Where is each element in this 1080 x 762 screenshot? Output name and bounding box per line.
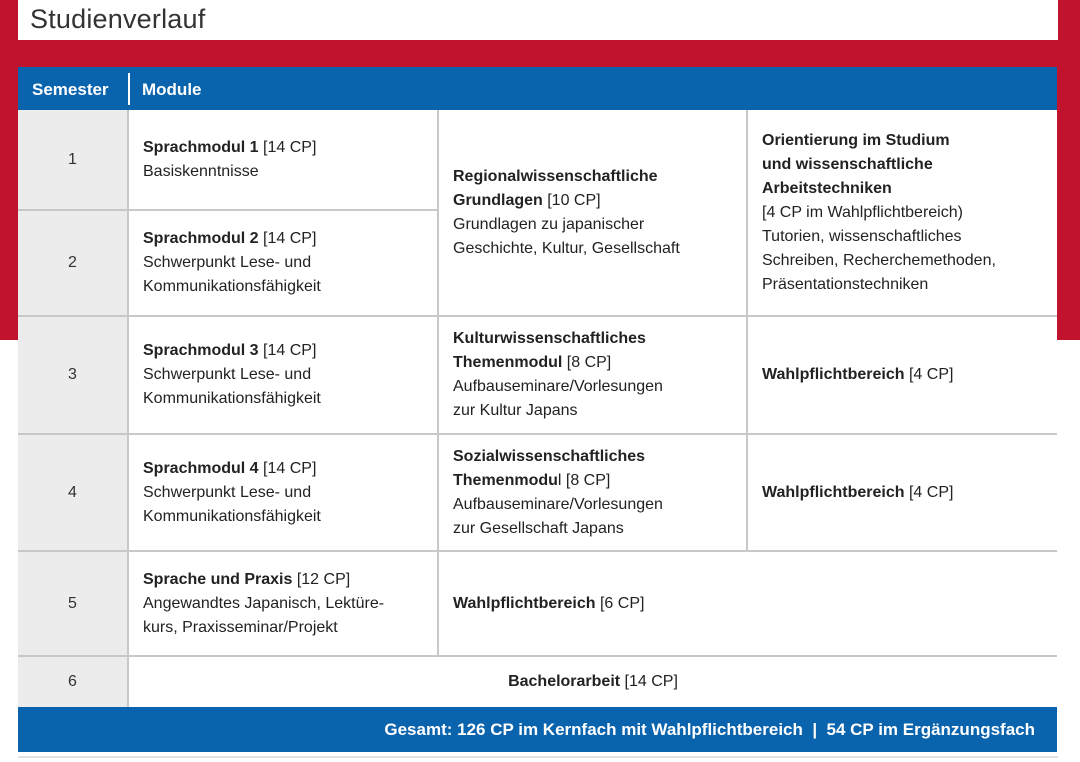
module-title: Sprache und Praxis [143,570,293,588]
module-title: Arbeitstechniken [762,179,892,197]
module-desc: Aufbauseminare/Vorlesungen [453,495,663,513]
module-title: Kulturwissenschaftliches [453,330,646,347]
footer-total: Gesamt: 126 CP im Kernfach mit Wahlpflichtbereich | 54 CP im Ergänzungsfach [384,720,1035,739]
module-desc: Kommunikationsfähigkeit [143,507,321,525]
module-desc: Geschichte, Kultur, Gesellschaft [453,239,680,257]
grid-line [18,209,439,211]
header-semester: Semester [32,80,109,99]
grid-line [18,655,1057,657]
page-title: Studienverlauf [30,4,206,34]
module-sprachmodul-2 [129,211,437,315]
module-desc: Tutorien, wissenschaftliches [762,227,962,245]
module-wahlpflichtbereich-3 [748,317,1057,433]
header-modules: Module [142,80,202,99]
module-desc: Schwerpunkt Lese- und [143,366,312,383]
semester-cell-6: 6 [18,657,127,707]
module-sprachmodul-3 [129,317,437,433]
module-cp: [8 CP] [562,354,612,371]
module-cp: [4 CP] [904,483,954,501]
module-cp: [14 CP] [258,138,317,156]
module-sprachmodul-4 [129,435,437,550]
module-title: Sprachmodul 4 [143,459,259,477]
module-sprachmodul-1 [129,110,437,209]
module-sprache-und-praxis [129,552,437,655]
module-title: Sprachmodul 2 [143,230,259,247]
header-divider [128,73,130,105]
module-desc: Kommunikationsfähigkeit [143,278,321,295]
semester-cell-3: 3 [18,317,127,433]
module-cp: [10 CP] [542,191,601,209]
module-cp: [12 CP] [292,570,351,588]
module-title: Grundlagen [453,191,543,209]
module-desc: Kommunikationsfähigkeit [143,390,321,407]
module-orientierung [748,110,1057,315]
module-title: Sprachmodul 1 [143,138,259,156]
module-desc: zur Kultur Japans [453,402,578,419]
module-title: Wahlpflichtbereich [762,366,905,383]
module-title: Orientierung im Studium [762,131,950,149]
module-desc: Angewandtes Japanisch, Lektüre- [143,594,385,612]
module-cp: [6 CP] [595,594,645,612]
module-wahlpflichtbereich-4 [748,435,1057,550]
semester-cell-5: 5 [18,552,127,655]
module-title: und wissenschaftliche [762,155,933,173]
table-footer [18,707,1057,752]
grid-line [18,315,1057,317]
module-cp: [14 CP] [620,673,678,690]
module-title: Sozialwissenschaftliches [453,447,646,465]
grid-line [437,110,439,655]
module-desc: zur Gesellschaft Japans [453,519,624,537]
module-desc: Präsentationstechniken [762,275,929,293]
module-desc: Schwerpunkt Lese- und [143,254,312,271]
module-cp: [14 CP] [258,459,317,477]
semester-cell-4: 4 [18,435,127,550]
module-desc: kurs, Praxisseminar/Projekt [143,618,338,636]
module-desc: Schreiben, Recherchemethoden, [762,251,996,269]
module-title: Wahlpflichtbereich [453,594,596,612]
module-kulturwissenschaftliches-themenmodul [439,317,746,433]
module-regionalwissenschaftliche-grundlagen [439,110,746,315]
grid-line [746,110,748,550]
module-title: Wahlpflichtbereich [762,483,905,501]
module-cp: [14 CP] [258,342,317,359]
semester-cell-2: 2 [18,211,127,315]
module-desc: Schwerpunkt Lese- und [143,483,312,501]
table-body [18,110,1057,707]
module-cp: l [8 CP] [557,471,611,489]
bottom-divider [18,756,1058,758]
module-title: Regionalwissenschaftliche [453,167,658,185]
grid-line [18,433,1057,435]
grid-line [127,110,129,707]
grid-line [18,550,1057,552]
table-header [18,67,1057,110]
module-sozialwissenschaftliches-themenmodul [439,435,746,550]
title-bar [18,0,1058,40]
study-plan-table [18,67,1057,752]
module-desc: Grundlagen zu japanischer [453,215,645,233]
module-title: Sprachmodul 3 [143,342,259,359]
module-bachelorarbeit [129,657,1057,707]
module-desc: Basiskenntnisse [143,162,259,180]
semester-cell-1: 1 [18,110,127,209]
module-cp: [14 CP] [258,230,317,247]
module-title: Themenmodu [453,471,558,489]
module-cp: [4 CP im Wahlpflichtbereich) [762,203,963,221]
module-cp: [4 CP] [904,366,954,383]
module-title: Bachelorarbeit [508,673,621,690]
module-title: Themenmodul [453,354,563,371]
module-desc: Aufbauseminare/Vorlesungen [453,378,663,395]
module-wahlpflichtbereich-5 [439,552,1057,655]
